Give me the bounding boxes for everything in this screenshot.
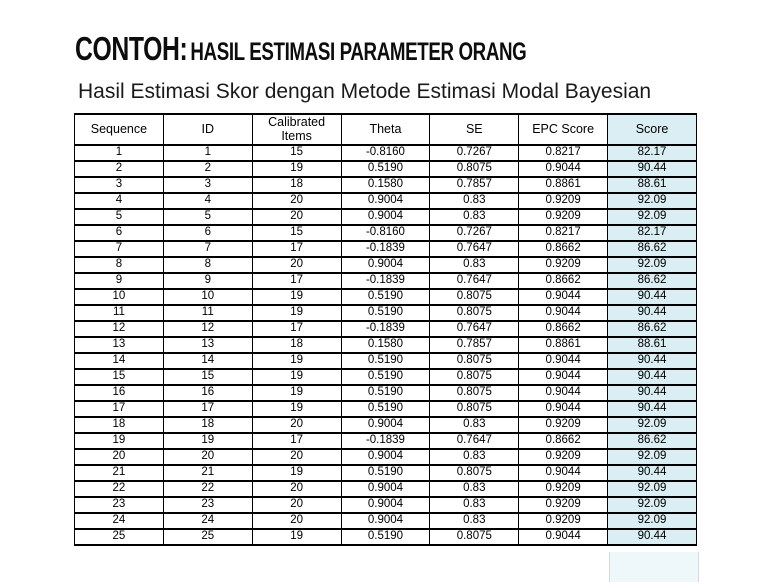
table-row [75,497,697,513]
cell-score: 92.09 [608,513,697,529]
cell-se: 0.8075 [430,529,519,545]
cell-theta: -0.8160 [341,145,430,161]
cell-se: 0.7267 [430,145,519,161]
cell-id: 1 [163,145,252,161]
cell-calibrated-items: 19 [252,401,341,417]
cell-se: 0.8075 [430,289,519,305]
cell-calibrated-items: 18 [252,177,341,193]
cell-calibrated-items: 19 [252,385,341,401]
cell-score: 92.09 [608,449,697,465]
table-row [75,193,697,209]
cell-score: 90.44 [608,161,697,177]
cell-se: 0.8075 [430,353,519,369]
cell-calibrated-items: 20 [252,257,341,273]
cell-se: 0.83 [430,193,519,209]
cell-theta: 0.9004 [341,513,430,529]
cell-theta: 0.9004 [341,497,430,513]
cell-sequence: 21 [75,465,164,481]
score-column-remnant [609,552,699,582]
header-cell-calibrated-items: Calibrated Items [252,114,341,145]
cell-id: 3 [163,177,252,193]
cell-epc-score: 0.9209 [519,481,608,497]
cell-se: 0.8075 [430,305,519,321]
cell-sequence: 12 [75,321,164,337]
table-row [75,417,697,433]
cell-sequence: 7 [75,241,164,257]
cell-theta: 0.9004 [341,257,430,273]
cell-epc-score: 0.8217 [519,145,608,161]
cell-theta: -0.1839 [341,273,430,289]
cell-se: 0.83 [430,497,519,513]
cell-theta: 0.5190 [341,385,430,401]
cell-calibrated-items: 17 [252,273,341,289]
cell-theta: -0.1839 [341,321,430,337]
page-title [75,30,526,68]
cell-epc-score: 0.9044 [519,161,608,177]
table-row [75,241,697,257]
header-cell-epc-score: EPC Score [519,114,608,145]
cell-calibrated-items: 20 [252,193,341,209]
cell-epc-score: 0.8662 [519,241,608,257]
cell-score: 90.44 [608,401,697,417]
table-row [75,449,697,465]
cell-se: 0.83 [430,513,519,529]
cell-sequence: 17 [75,401,164,417]
cell-se: 0.7647 [430,273,519,289]
cell-score: 90.44 [608,369,697,385]
cell-sequence: 15 [75,369,164,385]
cell-id: 15 [163,369,252,385]
table-row [75,385,697,401]
cell-sequence: 10 [75,289,164,305]
cell-score: 90.44 [608,465,697,481]
cell-sequence: 23 [75,497,164,513]
cell-theta: 0.9004 [341,449,430,465]
cell-epc-score: 0.9044 [519,289,608,305]
cell-theta: 0.5190 [341,401,430,417]
cell-sequence: 4 [75,193,164,209]
table-row [75,145,697,161]
cell-sequence: 14 [75,353,164,369]
cell-theta: 0.9004 [341,193,430,209]
cell-calibrated-items: 20 [252,513,341,529]
cell-score: 92.09 [608,497,697,513]
cell-epc-score: 0.9044 [519,385,608,401]
cell-score: 90.44 [608,385,697,401]
table-row [75,337,697,353]
cell-sequence: 11 [75,305,164,321]
cell-score: 90.44 [608,305,697,321]
cell-sequence: 5 [75,209,164,225]
cell-sequence: 6 [75,225,164,241]
cell-se: 0.8075 [430,369,519,385]
cell-calibrated-items: 20 [252,209,341,225]
table-row [75,465,697,481]
cell-score: 86.62 [608,433,697,449]
cell-theta: 0.5190 [341,465,430,481]
cell-id: 24 [163,513,252,529]
cell-epc-score: 0.8662 [519,433,608,449]
cell-score: 82.17 [608,225,697,241]
table-row [75,321,697,337]
table-row [75,177,697,193]
cell-sequence: 22 [75,481,164,497]
cell-se: 0.7267 [430,225,519,241]
cell-score: 86.62 [608,273,697,289]
cell-sequence: 18 [75,417,164,433]
cell-theta: -0.8160 [341,225,430,241]
cell-calibrated-items: 15 [252,225,341,241]
cell-score: 88.61 [608,337,697,353]
cell-sequence: 19 [75,433,164,449]
cell-theta: 0.9004 [341,209,430,225]
table-row [75,225,697,241]
cell-epc-score: 0.9044 [519,401,608,417]
table-row [75,273,697,289]
cell-calibrated-items: 19 [252,289,341,305]
cell-se: 0.7647 [430,321,519,337]
cell-epc-score: 0.8861 [519,337,608,353]
cell-theta: 0.5190 [341,161,430,177]
table-row [75,209,697,225]
cell-epc-score: 0.8662 [519,321,608,337]
table-row [75,513,697,529]
cell-calibrated-items: 20 [252,481,341,497]
cell-epc-score: 0.9044 [519,305,608,321]
cell-id: 5 [163,209,252,225]
header-cell-score: Score [608,114,697,145]
cell-id: 12 [163,321,252,337]
table-row [75,369,697,385]
cell-calibrated-items: 17 [252,321,341,337]
table-caption: Hasil Estimasi Skor dengan Metode Estimasi Modal Bayesian [78,80,652,103]
cell-id: 2 [163,161,252,177]
cell-id: 8 [163,257,252,273]
cell-epc-score: 0.9209 [519,417,608,433]
cell-id: 25 [163,529,252,545]
table-row [75,257,697,273]
cell-sequence: 13 [75,337,164,353]
cell-score: 92.09 [608,209,697,225]
cell-theta: 0.5190 [341,289,430,305]
cell-se: 0.7647 [430,433,519,449]
cell-calibrated-items: 19 [252,353,341,369]
cell-score: 92.09 [608,257,697,273]
cell-epc-score: 0.9209 [519,449,608,465]
cell-se: 0.8075 [430,465,519,481]
cell-calibrated-items: 17 [252,433,341,449]
page-title-main: CONTOH: [75,30,188,67]
table-row [75,401,697,417]
header-cell-sequence: Sequence [75,114,164,145]
cell-id: 7 [163,241,252,257]
cell-score: 92.09 [608,193,697,209]
cell-epc-score: 0.9209 [519,257,608,273]
cell-epc-score: 0.9209 [519,497,608,513]
cell-calibrated-items: 19 [252,161,341,177]
cell-calibrated-items: 19 [252,465,341,481]
cell-se: 0.83 [430,257,519,273]
table-row [75,289,697,305]
cell-se: 0.83 [430,481,519,497]
cell-id: 10 [163,289,252,305]
table-row [75,481,697,497]
cell-sequence: 25 [75,529,164,545]
cell-epc-score: 0.9044 [519,465,608,481]
cell-score: 86.62 [608,241,697,257]
cell-theta: 0.1580 [341,177,430,193]
cell-theta: 0.9004 [341,481,430,497]
table-row [75,305,697,321]
cell-epc-score: 0.8217 [519,225,608,241]
table-row [75,529,697,545]
cell-sequence: 1 [75,145,164,161]
cell-id: 17 [163,401,252,417]
cell-id: 13 [163,337,252,353]
cell-score: 86.62 [608,321,697,337]
cell-se: 0.7857 [430,177,519,193]
cell-theta: 0.5190 [341,529,430,545]
cell-epc-score: 0.9044 [519,353,608,369]
cell-score: 90.44 [608,353,697,369]
table-row [75,433,697,449]
cell-id: 16 [163,385,252,401]
cell-se: 0.83 [430,209,519,225]
table-header-row [75,114,697,145]
cell-se: 0.8075 [430,161,519,177]
cell-theta: -0.1839 [341,241,430,257]
cell-calibrated-items: 18 [252,337,341,353]
cell-id: 18 [163,417,252,433]
cell-score: 82.17 [608,145,697,161]
cell-id: 9 [163,273,252,289]
cell-epc-score: 0.9209 [519,209,608,225]
cell-id: 19 [163,433,252,449]
cell-sequence: 24 [75,513,164,529]
cell-score: 90.44 [608,529,697,545]
cell-calibrated-items: 19 [252,369,341,385]
header-cell-se: SE [430,114,519,145]
cell-sequence: 2 [75,161,164,177]
cell-se: 0.83 [430,417,519,433]
cell-theta: 0.5190 [341,305,430,321]
cell-se: 0.7857 [430,337,519,353]
cell-theta: 0.1580 [341,337,430,353]
cell-score: 90.44 [608,289,697,305]
cell-calibrated-items: 20 [252,417,341,433]
header-cell-theta: Theta [341,114,430,145]
cell-sequence: 8 [75,257,164,273]
cell-id: 23 [163,497,252,513]
cell-calibrated-items: 19 [252,305,341,321]
cell-id: 20 [163,449,252,465]
cell-calibrated-items: 17 [252,241,341,257]
cell-epc-score: 0.9209 [519,193,608,209]
cell-theta: 0.5190 [341,353,430,369]
header-cell-id: ID [163,114,252,145]
table-row [75,353,697,369]
cell-epc-score: 0.8662 [519,273,608,289]
cell-epc-score: 0.9044 [519,529,608,545]
cell-sequence: 9 [75,273,164,289]
results-table [74,113,697,546]
cell-id: 22 [163,481,252,497]
cell-score: 92.09 [608,481,697,497]
cell-sequence: 16 [75,385,164,401]
cell-calibrated-items: 19 [252,529,341,545]
cell-calibrated-items: 20 [252,497,341,513]
cell-theta: -0.1839 [341,433,430,449]
cell-epc-score: 0.8861 [519,177,608,193]
cell-calibrated-items: 20 [252,449,341,465]
cell-theta: 0.5190 [341,369,430,385]
cell-epc-score: 0.9044 [519,369,608,385]
cell-se: 0.8075 [430,385,519,401]
cell-id: 14 [163,353,252,369]
cell-se: 0.83 [430,449,519,465]
page-title-rest: HASIL ESTIMASI PARAMETER ORANG [190,38,527,66]
cell-sequence: 3 [75,177,164,193]
cell-epc-score: 0.9209 [519,513,608,529]
cell-id: 21 [163,465,252,481]
cell-sequence: 20 [75,449,164,465]
cell-calibrated-items: 15 [252,145,341,161]
table-body [75,145,697,545]
cell-se: 0.7647 [430,241,519,257]
cell-theta: 0.9004 [341,417,430,433]
cell-id: 6 [163,225,252,241]
table-row [75,161,697,177]
cell-score: 92.09 [608,417,697,433]
cell-id: 4 [163,193,252,209]
cell-score: 88.61 [608,177,697,193]
cell-se: 0.8075 [430,401,519,417]
cell-id: 11 [163,305,252,321]
